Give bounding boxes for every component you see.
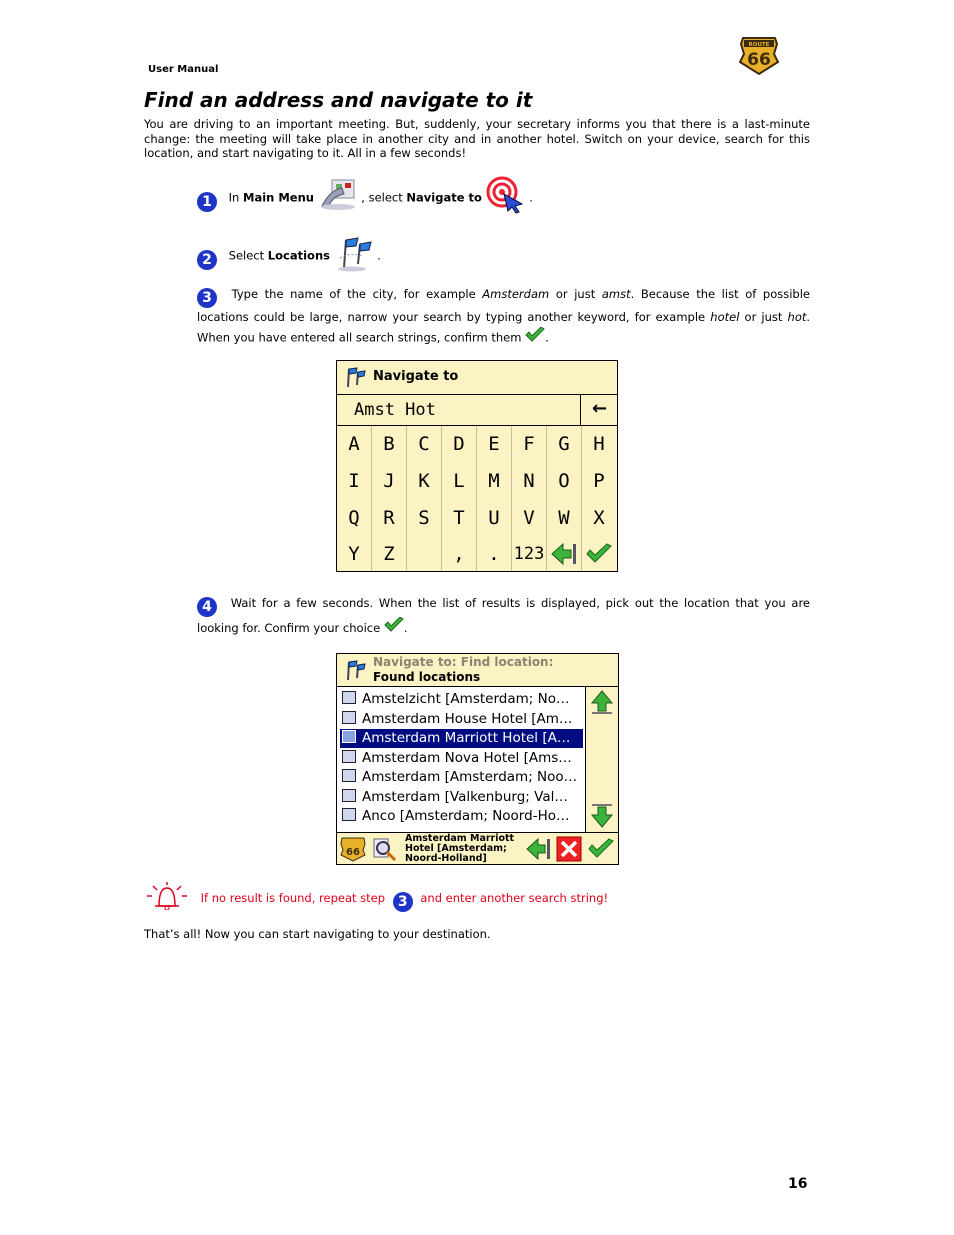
key[interactable]: P [593, 470, 605, 492]
key[interactable]: Q [337, 500, 372, 537]
hotel-icon [342, 769, 356, 782]
main-menu-icon [318, 178, 358, 218]
hotel-icon [342, 730, 356, 743]
key[interactable]: K [407, 463, 442, 500]
screen-title: Found locations [373, 670, 481, 684]
on-screen-keyboard [337, 426, 617, 571]
hotel-icon [342, 808, 356, 821]
checkmark-icon[interactable] [587, 838, 615, 860]
section-title: Find an address and navigate to it [144, 88, 533, 112]
key[interactable]: N [512, 463, 547, 500]
key[interactable]: O [547, 463, 582, 500]
comma-key[interactable]: , [442, 537, 477, 571]
space-key[interactable] [407, 537, 442, 571]
list-item[interactable]: Amsterdam [Amsterdam; Noo… [340, 768, 583, 787]
key[interactable]: D [442, 426, 477, 463]
step-2: 2 Select Locations . [197, 234, 810, 278]
key[interactable]: Z [372, 537, 407, 571]
key[interactable]: M [477, 463, 512, 500]
key[interactable]: E [477, 426, 512, 463]
step-number-badge: 1 [197, 192, 217, 212]
list-item[interactable]: Amsterdam House Hotel [Am… [340, 710, 583, 729]
list-item[interactable]: Amstelzicht [Amsterdam; No… [340, 690, 583, 709]
list-item[interactable]: Amsterdam [Valkenburg; Val… [340, 788, 583, 807]
main-menu-label: Main Menu [243, 190, 314, 205]
step-3: 3 Type the name of the city, for example Amsterdam or just amst. Because the list of possible locations could be large, narrow your search by typing another keyword, for example hotel or just hot. When you have entered all search strings, confirm them . [197, 285, 810, 349]
step-4: 4 Wait for a few seconds. When the list of results is displayed, pick out the location that you are looking for. Confirm your choice . [197, 592, 810, 640]
key[interactable]: C [407, 426, 442, 463]
key[interactable]: H [593, 433, 605, 455]
keyboard-row [337, 500, 617, 537]
key[interactable]: S [407, 500, 442, 537]
search-input[interactable]: Amst Hot [337, 395, 581, 425]
key[interactable]: G [547, 426, 582, 463]
hotel-icon [342, 691, 356, 704]
key[interactable]: L [442, 463, 477, 500]
warning-note: If no result is found, repeat step 3 and enter another search string! [145, 880, 845, 917]
key[interactable]: I [337, 463, 372, 500]
step-number-badge: 2 [197, 250, 217, 270]
locations-icon [334, 234, 374, 278]
list-item[interactable]: Anco [Amsterdam; Noord-Ho… [340, 807, 583, 826]
key[interactable]: R [372, 500, 407, 537]
screen-title-bar [337, 654, 618, 687]
checkmark-icon [585, 543, 613, 565]
confirm-button[interactable] [582, 537, 616, 571]
list-item[interactable]: Amsterdam Nova Hotel [Ams… [340, 749, 583, 768]
intro-paragraph: You are driving to an important meeting. But, suddenly, your secretary informs you that there is a last-minute change: the meeting will take place in another city and in another hotel. Switch on your device, search for this location, and start navigating to it. All in a few seconds! [144, 117, 810, 160]
hotel-icon [342, 750, 356, 763]
navigate-to-screenshot [336, 360, 618, 572]
back-arrow-icon [549, 541, 579, 567]
alarm-bell-icon [145, 880, 189, 917]
scrollbar[interactable] [585, 687, 619, 832]
navigate-to-icon [486, 176, 526, 220]
cancel-icon[interactable] [556, 836, 582, 862]
route66-logo [339, 836, 367, 862]
results-list [337, 687, 585, 832]
scroll-down-icon [590, 803, 614, 829]
running-header: User Manual [148, 64, 219, 75]
key[interactable]: B [372, 426, 407, 463]
key[interactable]: A [337, 426, 372, 463]
search-field-row [337, 395, 617, 426]
key[interactable]: V [512, 500, 547, 537]
step-number-badge: 3 [197, 288, 217, 308]
step-1: 1 In Main Menu , select Navigate to . [197, 176, 810, 220]
back-arrow-button[interactable] [547, 537, 582, 571]
svg-text:66: 66 [747, 50, 771, 70]
keyboard-row [337, 537, 617, 571]
keyboard-row [337, 426, 617, 463]
key[interactable]: X [593, 507, 605, 529]
svg-text:66: 66 [346, 847, 360, 858]
found-locations-screenshot [336, 653, 619, 865]
screen-title-bar [337, 361, 617, 395]
selected-location-text: Amsterdam Marriott Hotel [Amsterdam; Noord-Holland] [405, 833, 515, 864]
back-arrow-icon[interactable] [525, 836, 553, 862]
key[interactable]: U [477, 500, 512, 537]
screen-footer [337, 832, 618, 865]
scroll-up-icon [590, 689, 614, 715]
key[interactable]: W [547, 500, 582, 537]
hotel-icon [342, 711, 356, 724]
list-item-selected[interactable]: Amsterdam Marriott Hotel [A… [340, 729, 583, 748]
page-number: 16 [788, 1176, 808, 1192]
closing-paragraph: That’s all! Now you can start navigating to your destination. [144, 927, 491, 941]
keyboard-row [337, 463, 617, 500]
step-number-badge: 3 [393, 892, 413, 912]
checkmark-icon [525, 327, 545, 349]
locations-label: Locations [267, 248, 330, 263]
period-key[interactable]: . [477, 537, 512, 571]
locations-icon [342, 365, 366, 393]
key[interactable]: T [442, 500, 477, 537]
key[interactable]: F [512, 426, 547, 463]
screen-title: Navigate to [373, 369, 459, 384]
navigate-to-label: Navigate to [406, 190, 482, 205]
step-number-badge: 4 [197, 597, 217, 617]
svg-text:ROUTE: ROUTE [748, 42, 770, 48]
hotel-icon [342, 789, 356, 802]
route66-logo [737, 32, 781, 76]
search-icon[interactable] [371, 836, 399, 862]
key[interactable]: Y [337, 537, 372, 571]
screen-breadcrumb: Navigate to: Find location: [373, 655, 554, 669]
numeric-key[interactable]: 123 [512, 537, 547, 571]
locations-icon [342, 658, 366, 686]
key[interactable]: J [372, 463, 407, 500]
backspace-button[interactable]: ← [591, 398, 608, 419]
checkmark-icon [384, 617, 404, 640]
